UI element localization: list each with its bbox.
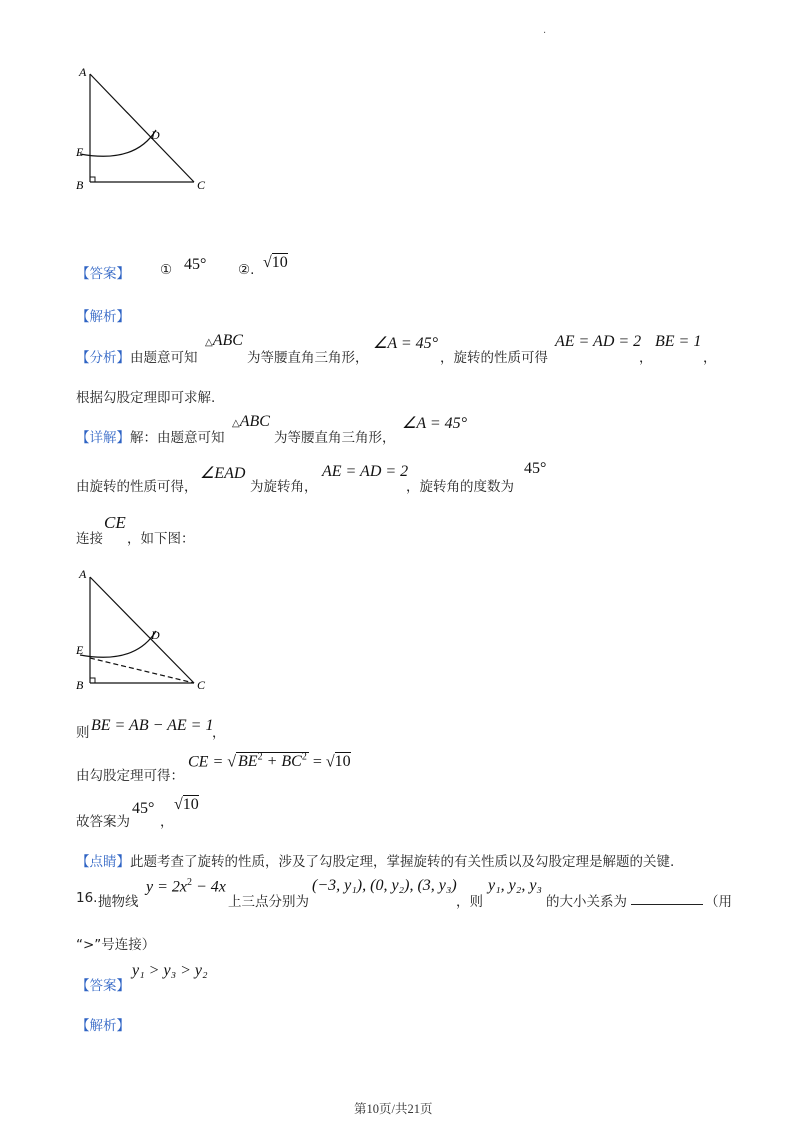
page-footer: 第10页/共21页 [354, 1102, 433, 1116]
final-sqrt10: √10 [174, 796, 199, 813]
ae-ad-2: AE = AD = 2 [322, 463, 409, 480]
fenxi-text-3: ，旋转的性质可得 [440, 350, 548, 366]
triangle-figure-1 [70, 62, 220, 197]
answer-1-value: 45° [184, 256, 207, 273]
be-1: BE = 1 [655, 333, 702, 350]
right-angle-mark [90, 177, 95, 182]
angle-a-1: ∠A = 45° [373, 335, 439, 352]
deg-45-2: 45° [132, 800, 155, 817]
label-c: C [197, 678, 206, 692]
rotation-text-1: 由旋转的性质可得， [76, 479, 198, 495]
connect-text-2: ，如下图： [127, 531, 195, 547]
label-b: B [76, 178, 84, 192]
comma-2: ， [703, 350, 717, 366]
segment-ac [90, 74, 194, 182]
label-b: B [76, 678, 84, 692]
answer-tag: 【答案】 [76, 266, 130, 282]
rotation-text-3: ，旋转角的度数为 [406, 479, 514, 495]
rotation-text-2: 为旋转角， [250, 479, 318, 495]
segment-ac [90, 577, 194, 683]
deg-45-1: 45° [524, 460, 547, 477]
then-text: 则 [76, 725, 90, 741]
be-equation: BE = AB − AE = 1 [91, 717, 214, 734]
q16-text-3: ，则 [456, 894, 483, 910]
fenxi-line-2: 根据勾股定理即可求解. [76, 390, 216, 406]
q16-parabola: $y = 2x^2 - 4x$ [146, 877, 226, 896]
angle-a-2: ∠A = 45° [402, 415, 468, 432]
answer-marker-2: ②. [238, 262, 255, 278]
answer-marker-1: ① [160, 262, 173, 278]
dianjing-line: 【点睛】此题考查了旋转的性质，涉及了勾股定理，掌握旋转的有关性质以及勾股定理是解题的关键. [76, 854, 675, 870]
triangle-figure-2 [70, 565, 220, 695]
fenxi-line: 【分析】由题意可知 [76, 350, 198, 366]
detail-text-2: 为等腰直角三角形， [274, 430, 396, 446]
q16-text-2: 上三点分别为 [228, 894, 309, 910]
q16-text-4: 的大小关系为 [546, 894, 627, 910]
ce-label: CE [104, 513, 126, 532]
q16-answer: y₁ > y₃ > y₂ [132, 962, 208, 979]
segment-ce-dashed [90, 658, 194, 683]
detail-line: 【详解】解：由题意可知 [76, 430, 225, 446]
connect-text-1: 连接 [76, 531, 103, 547]
q16-line-2: “>”号连接） [76, 937, 156, 953]
q16-answer-tag: 【答案】 [76, 978, 130, 994]
label-e: E [76, 145, 84, 159]
label-c: C [197, 178, 206, 192]
q16-answer-blank[interactable] [631, 892, 703, 905]
label-a: A [79, 65, 87, 79]
pyth-text: 由勾股定理可得： [76, 768, 184, 784]
right-angle-mark [90, 678, 95, 683]
final-text: 故答案为 [76, 814, 130, 830]
tri-abc-2: △ABC [232, 413, 270, 430]
tri-abc-1: △ABC [205, 332, 243, 349]
arc-ed [80, 631, 156, 657]
fenxi-text-2: 为等腰直角三角形， [247, 350, 369, 366]
comma-4: ， [160, 814, 174, 830]
arc-ed [80, 130, 156, 156]
comma-3: ， [212, 725, 226, 741]
q16-number: 16. [76, 890, 98, 906]
label-a: A [79, 567, 87, 581]
angle-ead: ∠EAD [200, 465, 246, 482]
label-e: E [76, 643, 84, 657]
analysis-tag: 【解析】 [76, 309, 130, 325]
label-d: D [151, 128, 160, 142]
ce-equation: CE = √ $BE^2 + BC^2 = √10$ [188, 752, 351, 771]
answer-2-sqrt: √10 [263, 254, 288, 271]
q16-ys: y₁, y₂, y₃ [488, 877, 542, 894]
q16-analysis-tag: 【解析】 [76, 1018, 130, 1034]
page-dot: · [543, 28, 547, 39]
q16-text-1: 抛物线 [98, 894, 139, 910]
comma-1: ， [639, 350, 653, 366]
q16-points: (−3, y₁), (0, y₂), (3, y₃) [312, 877, 457, 894]
q16-text-5: （用 [705, 894, 732, 910]
ae-ad-1: AE = AD = 2 [555, 333, 642, 350]
label-d: D [151, 628, 160, 642]
